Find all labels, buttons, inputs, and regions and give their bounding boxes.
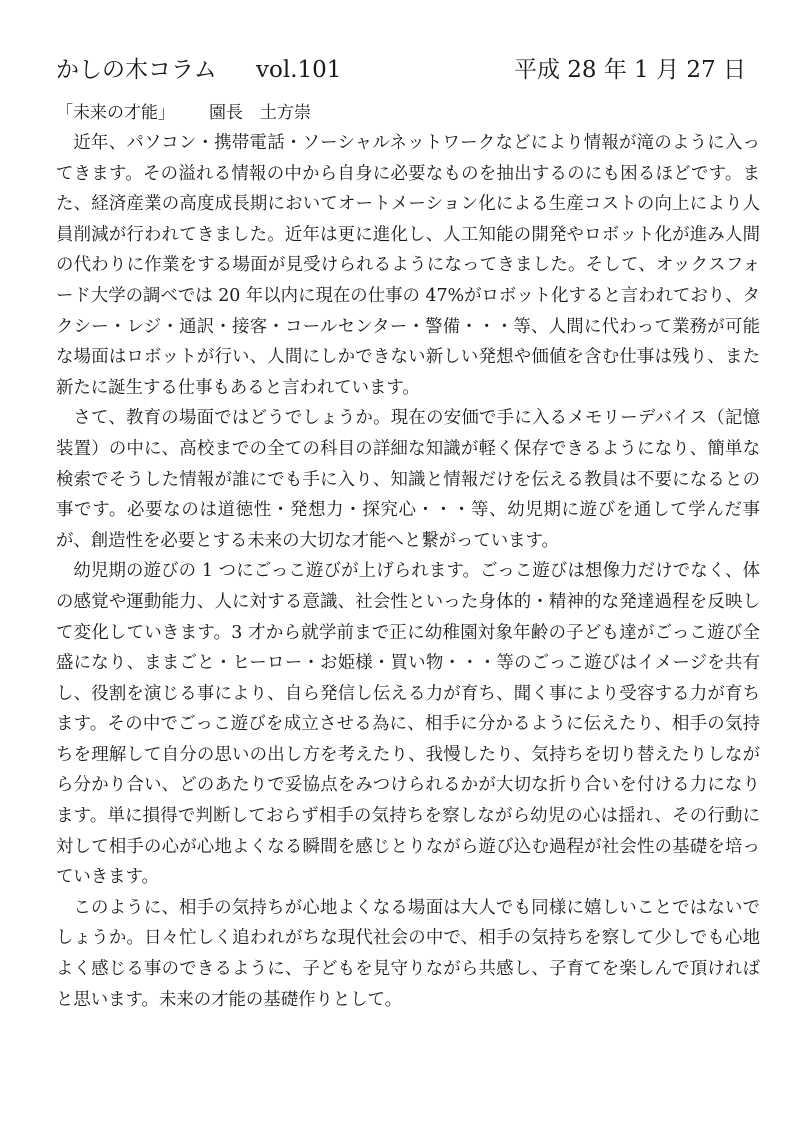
column-title: かしの木コラム bbox=[56, 57, 217, 83]
column-header bbox=[56, 50, 760, 90]
article-body bbox=[56, 128, 760, 1015]
paragraph: 近年、パソコン・携帯電話・ソーシャルネットワークなどにより情報が滝のように入ってきます。その溢れる情報の中から自身に必要なものを抽出するのにも困るほどです。また、経済産業の高度成長期においてオートメーション化による生産コストの向上により人員削減が行われてきました。近年は更に進化し、人工知能の開発やロボット化が進み人間の代わりに作業をする場面が見受けられるようになってきました。そして、オックスフォード大学の調べでは 20 年以内に現在の仕事の 47%がロボット化すると言われており、タクシー・レジ・通訳・接客・コールセンター・警備・・・等、人間に代わって業務が可能な場面はロボットが行い、人間にしかできない新しい発想や価値を含む仕事は残り、また新たに誕生する仕事もあると言われています。 bbox=[56, 133, 760, 398]
article-author: 園長 土方崇 bbox=[209, 103, 311, 123]
paragraph: さて、教育の場面ではどうでしょうか。現在の安価で手に入るメモリーデバイス（記憶装置）の中に、高校までの全ての科目の詳細な知識が軽く保存できるようになり、簡単な検索でそうした情報が誰にでも手に入り、知識と情報だけを伝える教員は不要になるとの事です。必要なのは道徳性・発想力・探究心・・・等、幼児期に遊びを通して学んだ事が、創造性を必要とする未来の大切な才能へと繋がっています。 bbox=[56, 408, 760, 551]
paragraph: このように、相手の気持ちが心地よくなる場面は大人でも同様に嬉しいことではないでしょうか。日々忙しく追われがちな現代社会の中で、相手の気持ちを察して少しでも心地よく感じる事のできるように、子どもを見守りながら共感し、子育てを楽しんで頂ければと思います。未来の才能の基礎作りとして。 bbox=[56, 897, 761, 1010]
article-title: 「未来の才能」 bbox=[56, 103, 175, 123]
issue-date: 平成 28 年 1 月 27 日 bbox=[513, 57, 746, 83]
article-subhead bbox=[56, 98, 760, 128]
volume-number: vol.101 bbox=[256, 57, 342, 83]
paragraph: 幼児期の遊びの 1 つにごっこ遊びが上げられます。ごっこ遊びは想像力だけでなく、体の感覚や運動能力、人に対する意識、社会性といった身体的・精神的な発達過程を反映して変化していきます。3 才から就学前まで正に幼稚園対象年齢の子ども達がごっこ遊び全盛になり、ままごと・ヒーロー・お姫様・買い物・・・等のごっこ遊びはイメージを共有し、役割を演じる事により、自ら発信し伝える力が育ち、聞く事により受容する力が育ちます。その中でごっこ遊びを成立させる為に、相手に分かるように伝えたり、相手の気持ちを理解して自分の思いの出し方を考えたり、我慢したり、気持ちを切り替えたりしながら分かり合い、どのあたりで妥協点をみつけられるかが大切な折り合いを付ける力になります。単に損得で判断しておらず相手の気持ちを察しながら幼児の心は揺れ、その行動に対して相手の心が心地よくなる瞬間を感じとりながら遊び込む過程が社会性の基礎を培っていきます。 bbox=[56, 561, 760, 888]
